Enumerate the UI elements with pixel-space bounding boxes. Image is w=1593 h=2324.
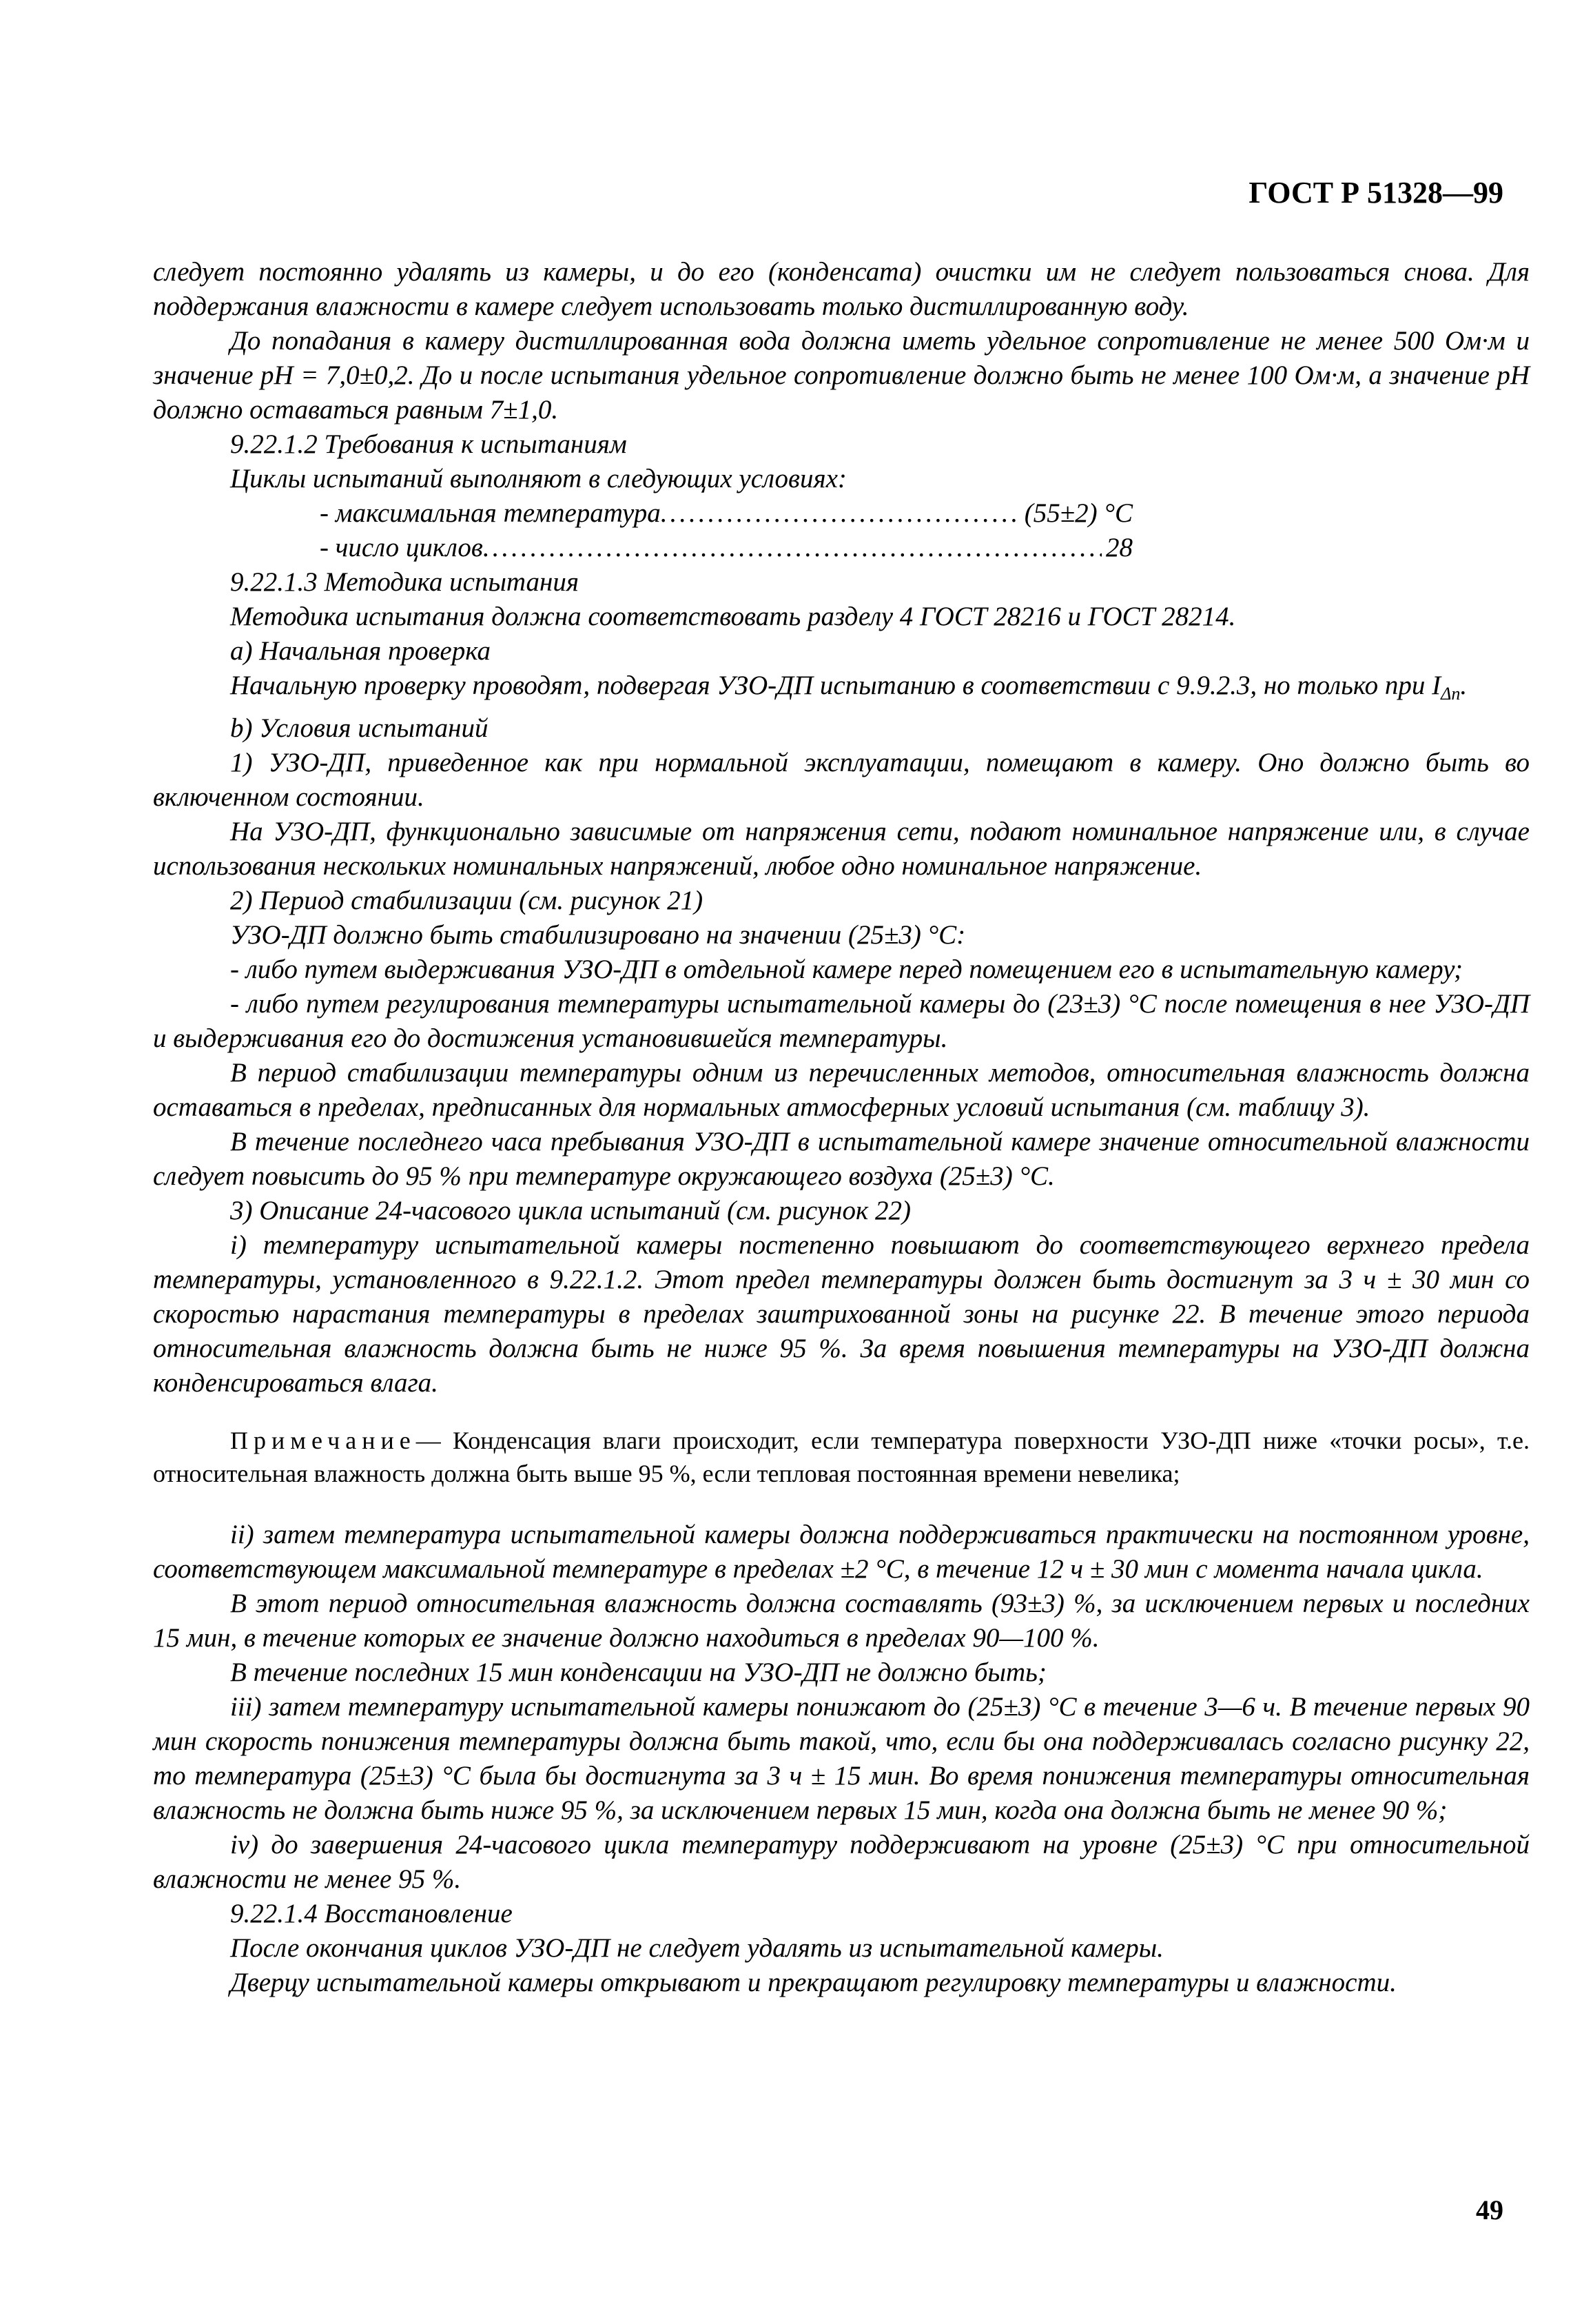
dot-leader [483,531,1102,565]
paragraph: i) температуру испытательной камеры постепенно повышают до соответствующего верхнего предела температуры, установленного в 9.22.1.2. Этот предел температуры должен быть достигнут за 3 ч ± 30 мин со скоростью нарастания температуры в пределах заштрихованной зоны на рисунке 22. В течение этого периода относительная влажность должна быть не ниже 95 %. За время повышения температуры на УЗО-ДП должна конденсироваться влага. [153,1230,1530,1398]
section-heading: 9.22.1.2 Требования к испытаниям [230,429,627,459]
paragraph-text: . [1460,671,1468,700]
paragraph: Дверцу испытательной камеры открывают и прекращают регулировку температуры и влажности. [230,1968,1397,1997]
document-id-header: ГОСТ Р 51328—99 [1248,176,1503,210]
paragraph-text: Начальную проверку проводят, подвергая УЗО-ДП испытанию в соответствии с 9.9.2.3, но только при I [230,671,1441,700]
subsection-heading: а) Начальная проверка [230,636,491,666]
section-heading: 9.22.1.4 Восстановление [230,1899,513,1928]
paragraph: В течение последних 15 мин конденсации на УЗО-ДП не должно быть; [230,1658,1047,1687]
paragraph: Методика испытания должна соответствовать разделу 4 ГОСТ 28216 и ГОСТ 28214. [230,602,1236,631]
paragraph: - либо путем регулирования температуры испытательной камеры до (23±3) °С после помещения в нее УЗО-ДП и выдерживания его до достижения установившейся температуры. [153,989,1530,1053]
paragraph: В этот период относительная влажность должна составлять (93±3) %, за исключением первых и последних 15 мин, в течение которых ее значение должно находиться в пределах 90—100 %. [153,1589,1530,1653]
note-text: — Конденсация влаги происходит, если температура поверхности УЗО-ДП ниже «точки росы», т.е. относительная влажность должна быть выше 95 %, если тепловая постоянная времени невелика; [153,1427,1530,1487]
paragraph: ii) затем температура испытательной камеры должна поддерживаться практически на постоянном уровне, соответствующем максимальной температуре в пределах ±2 °С, в течение 12 ч ± 30 мин с момента начала цикла. [153,1520,1530,1584]
paragraph: УЗО-ДП должно быть стабилизировано на значении (25±3) °С: [230,920,966,950]
paragraph: 2) Период стабилизации (см. рисунок 21) [230,886,703,915]
subscript: Δn [1441,684,1461,704]
paragraph: 3) Описание 24-часового цикла испытаний (см. рисунок 22) [230,1196,912,1225]
note [153,1424,1530,1490]
paragraph: следует постоянно удалять из камеры, и до его (конденсата) очистки им не следует пользоваться снова. Для поддержания влажности в камере следует использовать только дистиллированную воду. [153,257,1530,321]
paragraph: До попадания в камеру дистиллированная вода должна иметь удельное сопротивление не менее 500 Ом·м и значение pH = 7,0±0,2. До и после испытания удельное сопротивление должно быть не менее 100 Ом·м, а значение pH должно оставаться равным 7±1,0. [153,326,1530,425]
paragraph: - либо путем выдерживания УЗО-ДП в отдельной камере перед помещением его в испытательную камеру; [230,955,1463,984]
list-item-label: - число циклов [320,533,483,562]
list-item [320,496,1133,531]
paragraph: 1) УЗО-ДП, приведенное как при нормальной эксплуатации, помещают в камеру. Оно должно быть во включенном состоянии. [153,748,1530,812]
list-item-value: (55±2) °С [1024,498,1133,528]
page-number: 49 [1476,2194,1503,2225]
section-heading: 9.22.1.3 Методика испытания [230,567,579,597]
paragraph: В период стабилизации температуры одним из перечисленных методов, относительная влажность должна оставаться в пределах, предписанных для нормальных атмосферных условий испытания (см. таблицу 3). [153,1058,1530,1122]
paragraph [153,669,1530,711]
list-item-label: - максимальная температура [320,498,661,528]
paragraph: iii) затем температуру испытательной камеры понижают до (25±3) °С в течение 3—6 ч. В течение первых 90 мин скорость понижения температуры должна быть такой, что, если бы она поддерживалась согласно рисунку 22, то температура (25±3) °С была бы достигнута за 3 ч ± 15 мин. Во время понижения температуры относительная влажность не должна быть ниже 95 %, за исключением первых 15 мин, когда она должна быть не менее 90 %; [153,1692,1530,1825]
paragraph: В течение последнего часа пребывания УЗО-ДП в испытательной камере значение относительной влажности следует повысить до 95 % при температуре окружающего воздуха (25±3) °С. [153,1127,1530,1191]
note-label: Примечание [230,1427,416,1454]
dot-leader [661,496,1020,531]
paragraph: На УЗО-ДП, функционально зависимые от напряжения сети, подают номинальное напряжение или, в случае использования нескольких номинальных напряжений, любое одно номинальное напряжение. [153,817,1530,881]
paragraph: После окончания циклов УЗО-ДП не следует удалять из испытательной камеры. [230,1933,1164,1963]
list-item [320,531,1133,565]
subsection-heading: b) Условия испытаний [230,713,489,743]
paragraph: Циклы испытаний выполняют в следующих условиях: [230,464,847,493]
list-item-value: 28 [1106,533,1133,562]
document-body [153,255,1530,2000]
paragraph: iv) до завершения 24-часового цикла температуру поддерживают на уровне (25±3) °С при относительной влажности не менее 95 %. [153,1830,1530,1894]
